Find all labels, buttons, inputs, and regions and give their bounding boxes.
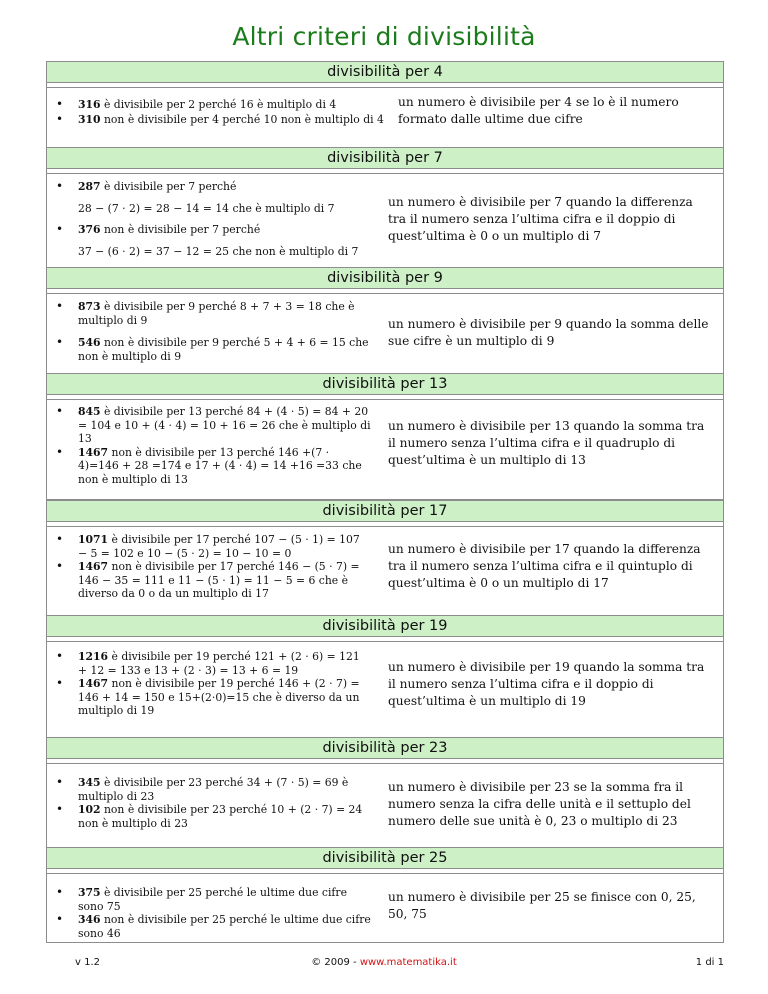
section-divider xyxy=(47,289,723,294)
section-heading: divisibilità per 23 xyxy=(47,738,723,759)
example-number: 873 xyxy=(78,300,101,313)
section-heading: divisibilità per 4 xyxy=(47,62,723,83)
site-link[interactable]: www.matematika.it xyxy=(359,957,457,968)
example-number: 845 xyxy=(78,405,101,418)
section-divisibility-17 xyxy=(46,500,724,619)
footer-version: v 1.2 xyxy=(75,957,100,968)
calculation-line: 37 − (6 · 2) = 37 − 12 = 25 che non è multiplo di 7 xyxy=(78,244,359,258)
list-item xyxy=(47,650,372,677)
calculation-line: 28 − (7 · 2) = 28 − 14 = 14 che è multiplo di 7 xyxy=(78,201,335,215)
section-divisibility-9 xyxy=(46,267,724,375)
section-heading: divisibilità per 7 xyxy=(47,148,723,169)
section-divider xyxy=(47,83,723,88)
section-divider xyxy=(47,395,723,400)
example-text: non è divisibile per 25 perché le ultime due cifre sono 46 xyxy=(78,913,371,940)
example-list xyxy=(47,405,372,486)
example-number: 102 xyxy=(78,803,101,816)
example-list xyxy=(47,886,372,940)
example-list xyxy=(47,533,372,601)
list-item xyxy=(47,405,372,446)
rule-text: un numero è divisibile per 13 quando la somma tra il numero senza l’ultima cifra e il quadruplo di quest’ultima è un multiplo di 13 xyxy=(388,419,705,467)
section-divider xyxy=(47,869,723,874)
example-text: è divisibile per 17 perché 107 − (5 · 1) = 107 − 5 = 102 e 10 − (5 · 2) = 10 − 10 = 0 xyxy=(78,533,360,560)
page-title: Altri criteri di divisibilità xyxy=(232,22,536,51)
section-divisibility-25 xyxy=(46,847,724,943)
example-number: 346 xyxy=(78,913,101,926)
example-number: 1467 xyxy=(78,560,109,573)
example-number: 1467 xyxy=(78,677,109,690)
example-text: è divisibile per 7 perché xyxy=(100,180,237,193)
example-number: 345 xyxy=(78,776,101,789)
example-number: 287 xyxy=(78,180,101,193)
example-text: non è divisibile per 7 perché xyxy=(100,223,261,236)
section-divider xyxy=(47,169,723,174)
example-text: è divisibile per 19 perché 121 + (2 · 6) = 121 + 12 = 133 e 13 + (2 · 3) = 13 + 6 = 19 xyxy=(78,650,360,677)
example-list xyxy=(47,650,372,718)
list-item xyxy=(47,776,372,803)
list-item xyxy=(47,98,392,112)
example-number: 1216 xyxy=(78,650,109,663)
example-list xyxy=(47,300,372,363)
rule-text: un numero è divisibile per 25 se finisce con 0, 25, 50, 75 xyxy=(388,890,696,921)
list-item xyxy=(47,446,372,487)
example-text: non è divisibile per 23 perché 10 + (2 · 7) = 24 non è multiplo di 23 xyxy=(78,803,363,830)
section-divisibility-4 xyxy=(46,61,724,151)
footer-copyright xyxy=(0,957,768,968)
example-text: non è divisibile per 4 perché 10 non è multiplo di 4 xyxy=(100,112,384,126)
example-text: non è divisibile per 19 perché 146 + (2 · 7) = 146 + 14 = 150 e 15+(2·0)=15 che è diverso da un multiplo di 19 xyxy=(78,677,360,717)
example-number: 316 xyxy=(78,98,101,111)
example-text: non è divisibile per 13 perché 146 +(7 · 4)=146 + 28 =174 e 17 + (4 · 4) = 14 +16 =33 che non è multiplo di 13 xyxy=(78,445,362,486)
example-text: è divisibile per 2 perché 16 è multiplo di 4 xyxy=(100,98,337,111)
list-item xyxy=(47,677,372,718)
copyright-text: © 2009 - xyxy=(311,957,360,968)
example-number: 1071 xyxy=(78,533,109,546)
list-item xyxy=(47,223,387,237)
example-text: non è divisibile per 17 perché 146 − (5 · 7) = 146 − 35 = 111 e 11 − (5 · 1) = 11 − 5 = 6 che è diverso da 0 o da un multiplo di 17 xyxy=(78,560,360,600)
section-divider xyxy=(47,522,723,527)
list-item xyxy=(47,533,372,560)
example-text: è divisibile per 9 perché 8 + 7 + 3 = 18 che è multiplo di 9 xyxy=(78,300,355,327)
rule-text: un numero è divisibile per 17 quando la differenza tra il numero senza l’ultima cifra e il quintuplo di quest’ultima è 0 o un multiplo di 17 xyxy=(388,542,701,590)
list-item xyxy=(47,113,392,127)
example-number: 310 xyxy=(78,112,101,126)
example-text: è divisibile per 13 perché 84 + (4 · 5) = 84 + 20 = 104 e 10 + (4 · 4) = 10 + 16 = 26 che è multiplo di 13 xyxy=(78,405,371,445)
example-number: 546 xyxy=(78,336,101,349)
list-item xyxy=(47,913,372,940)
rule-text: un numero è divisibile per 23 se la somma fra il numero senza la cifra delle unità e il settuplo del numero delle sue unità è 0, 23 o multiplo di 23 xyxy=(388,780,691,828)
example-text: è divisibile per 23 perché 34 + (7 · 5) = 69 è multiplo di 23 xyxy=(78,776,349,803)
rule-text: un numero è divisibile per 9 quando la somma delle sue cifre è un multiplo di 9 xyxy=(388,317,709,348)
section-divider xyxy=(47,759,723,764)
list-item xyxy=(47,336,372,363)
list-item xyxy=(47,180,387,194)
section-heading: divisibilità per 19 xyxy=(47,616,723,637)
section-heading: divisibilità per 9 xyxy=(47,268,723,289)
example-list xyxy=(47,223,387,237)
section-heading: divisibilità per 25 xyxy=(47,848,723,869)
rule-text: un numero è divisibile per 4 se lo è il numero formato dalle ultime due cifre xyxy=(398,95,679,126)
footer-page-number: 1 di 1 xyxy=(695,957,724,968)
example-text: è divisibile per 25 perché le ultime due cifre sono 75 xyxy=(78,886,347,913)
section-heading: divisibilità per 17 xyxy=(47,501,723,522)
list-item xyxy=(47,886,372,913)
list-item xyxy=(47,803,372,830)
example-number: 375 xyxy=(78,886,101,899)
example-number: 376 xyxy=(78,223,101,236)
section-divider xyxy=(47,637,723,642)
rule-text: un numero è divisibile per 19 quando la somma tra il numero senza l’ultima cifra e il doppio di quest’ultima è un multiplo di 19 xyxy=(388,660,705,708)
list-item xyxy=(47,300,372,327)
example-list xyxy=(47,98,392,126)
section-divisibility-7 xyxy=(46,147,724,271)
section-divisibility-13 xyxy=(46,373,724,500)
section-divisibility-19 xyxy=(46,615,724,738)
example-list xyxy=(47,180,387,194)
list-item xyxy=(47,560,372,601)
example-list xyxy=(47,776,372,830)
section-divisibility-23 xyxy=(46,737,724,848)
rule-text: un numero è divisibile per 7 quando la differenza tra il numero senza l’ultima cifra e il doppio di quest’ultima è 0 o un multiplo di 7 xyxy=(388,195,693,243)
example-text: non è divisibile per 9 perché 5 + 4 + 6 = 15 che non è multiplo di 9 xyxy=(78,336,369,363)
example-number: 1467 xyxy=(78,445,109,459)
section-heading: divisibilità per 13 xyxy=(47,374,723,395)
